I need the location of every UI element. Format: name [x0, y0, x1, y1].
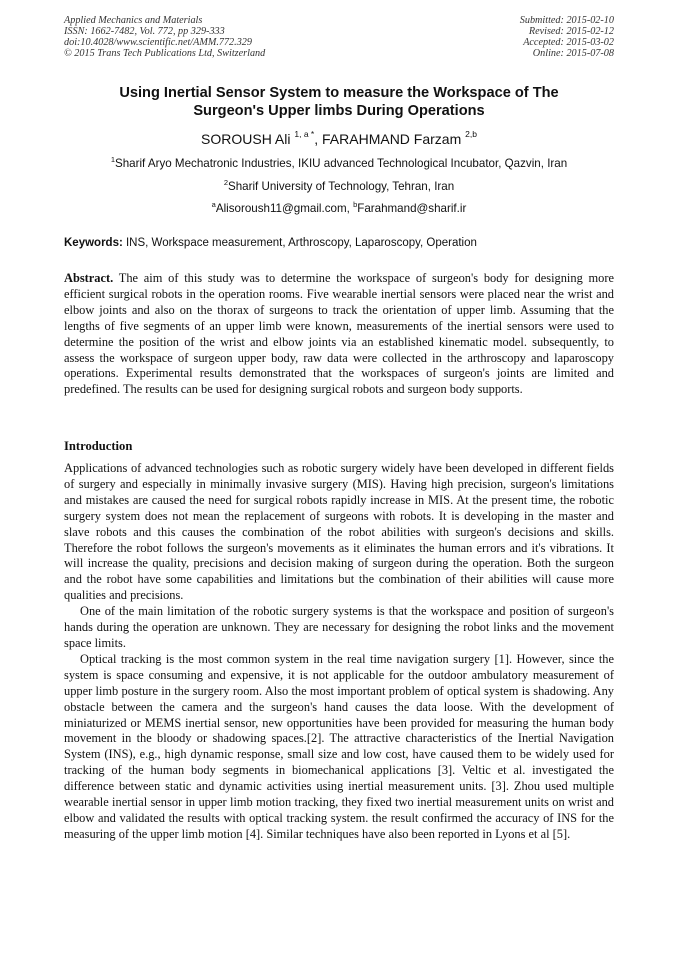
author-2-name: FARAHMAND Farzam [322, 131, 462, 147]
intro-paragraph-1: Applications of advanced technologies such as robotic surgery widely have been developed in different fields of surgery and especially in minimally invasive surgery (MIS). Having high precision, surgeon's limitations and mistakes are caused the need for surgical robots rapidly increase in MIS. At the present time, the robotic surgery system does not mean the replacement of surgeons with robots. It is developing in the master and slave robots and this causes the combination of the robot abilities with surgeon's decisions and skills. Therefore the robot follows the surgeon's movements as it eliminates the human errors and it's vibrations. It will increase the quality, precisions and decision making of surgeon during the operation. Both the surgeon and the robot have some capabilities and limitations but the combination of their abilities will cause more qualities and precisions. [64, 461, 614, 603]
abstract [64, 271, 614, 398]
author-1-affiliation-marker: 1, a * [294, 129, 315, 139]
affiliation-1 [40, 157, 638, 171]
abstract-label: Abstract. [64, 271, 114, 285]
affiliation-2 [40, 180, 638, 194]
author-emails [40, 202, 638, 216]
submitted-date: Submitted: 2015-02-10 [519, 15, 614, 26]
issn-info: ISSN: 1662-7482, Vol. 772, pp 329-333 [64, 26, 225, 37]
email-b[interactable]: Farahmand@sharif.ir [357, 202, 467, 215]
email-b-marker: b [353, 200, 358, 209]
author-1-name: SOROUSH Ali [201, 131, 291, 147]
affiliation-1-marker: 1 [110, 155, 115, 164]
affiliation-2-text: Sharif University of Technology, Tehran, Iran [227, 180, 455, 193]
email-a-marker: a [211, 200, 216, 209]
journal-info [64, 15, 265, 59]
introduction-heading: Introduction [64, 439, 133, 453]
keywords-text: INS, Workspace measurement, Arthroscopy, Laparoscopy, Operation [122, 237, 477, 249]
affiliation-2-marker: 2 [223, 178, 228, 187]
affiliation-1-text: Sharif Aryo Mechatronic Industries, IKIU advanced Technological Incubator, Qazvin, Iran [114, 157, 568, 170]
online-date: Online: 2015-07-08 [532, 48, 614, 59]
keywords-label: Keywords: [64, 237, 123, 249]
publication-dates [520, 15, 614, 59]
introduction-body [64, 461, 614, 843]
author-separator: , [314, 131, 323, 147]
accepted-date: Accepted: 2015-03-02 [523, 37, 614, 48]
doi-link[interactable]: doi:10.4028/www.scientific.net/AMM.772.329 [64, 37, 252, 48]
title-line-2: Surgeon's Upper limbs During Operations [193, 103, 485, 119]
paper-title [40, 84, 638, 120]
email-a[interactable]: Alisoroush11@gmail.com, [215, 202, 354, 215]
journal-name: Applied Mechanics and Materials [64, 15, 203, 26]
intro-paragraph-3: Optical tracking is the most common system in the real time navigation surgery [1]. However, since the system is space consuming and expensive, it is not applicable for the outdoor ambulatory measurement of upper limb posture in the surgery room. Also the most important problem of optical system is shadowing. Any obstacle between the camera and the surgeon's hand causes the data loose. With the development of miniaturized or MEMS inertial sensor, new opportunities have been provided for measuring the human body movement in the bloody or shadowing spaces.[2]. The attractive characteristics of the Inertial Navigation System (INS), e.g., high dynamic response, small size and low cost, have caused them to be widely used for tracking of the human body segments in biomechanical applications [3]. Veltic et al. investigated the difference between static and dynamic activities using inertial measurement units. [3]. Zhou used multiple wearable inertial sensor in upper limb motion tracking, they fixed two inertial measurement units on wrist and elbow and validated the results with optical tracking system. the result confirmed the accuracy of INS for the measuring of the upper limb motion [4]. Similar techniques have also been reported in Lyons et al [5]. [64, 651, 614, 841]
abstract-text: The aim of this study was to determine the workspace of surgeon's body for designing more efficient surgical robots in the operation rooms. Five wearable inertial sensors were placed near the wrist and elbow joints and also on the thorax of surgeons to track the orientation of upper limb. Assuming that the lengths of five segments of an upper limb were known, measurements of the inertial sensors were used to determine the position of the wrist and elbow joints via an established kinematic model. subsequently, to assess the workspace of surgeon upper body, raw data were collected in the arthroscopy and laparoscopy operations. Experimental results demonstrated that the workspaces of surgeon's joints are limited and predefined. The results can be used for designing surgical robots and surgeon body supports. [64, 271, 614, 397]
revised-date: Revised: 2015-02-12 [528, 26, 614, 37]
author-list [40, 131, 638, 147]
author-2-affiliation-marker: 2,b [465, 129, 477, 139]
title-line-1: Using Inertial Sensor System to measure the Workspace of The [119, 85, 559, 101]
intro-paragraph-2: One of the main limitation of the robotic surgery systems is that the workspace and position of surgeon's hands during the operation are unknown. They are necessary for designing the robot links and the movement space limits. [64, 604, 614, 650]
copyright-notice: © 2015 Trans Tech Publications Ltd, Switzerland [64, 48, 266, 59]
keywords [64, 236, 616, 250]
